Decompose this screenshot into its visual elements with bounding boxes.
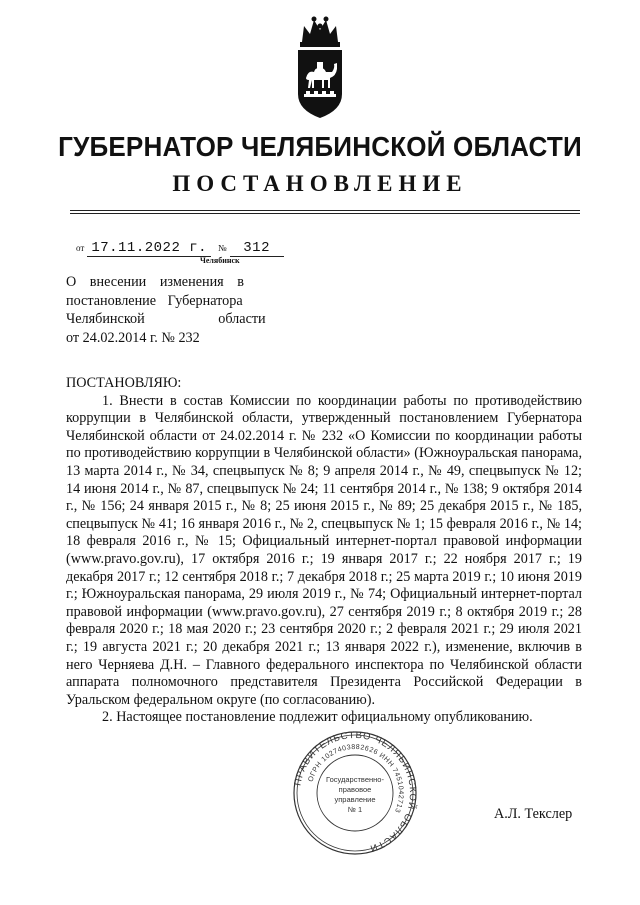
subject-line: от 24.02.2014 г. № 232 [66, 329, 200, 346]
official-stamp [292, 730, 418, 856]
governor-title: ГУБЕРНАТОР ЧЕЛЯБИНСКОЙ ОБЛАСТИ [58, 131, 582, 162]
signer-name: А.Л. Текслер [494, 806, 573, 822]
stamp-inner-line: Государственно- [326, 775, 384, 784]
stamp-outer-text: ПРАВИТЕЛЬСТВО ЧЕЛЯБИНСКОЙ ОБЛАСТИ [292, 730, 418, 854]
subject-line: Челябинской области [66, 311, 266, 327]
stamp-inner-line: управление [334, 795, 376, 804]
from-label: от [76, 243, 85, 253]
stamp-inner-line: № 1 [347, 805, 363, 814]
subject-line: постановление Губернатора [66, 292, 243, 309]
document-body [66, 375, 582, 727]
coat-of-arms-emblem [290, 12, 350, 122]
decree-word: ПОСТАНОВЛЯЮ: [66, 375, 182, 391]
document-type: ПОСТАНОВЛЕНИЕ [172, 171, 468, 196]
header-divider-top [70, 210, 580, 211]
stamp-codes-text: ОГРН 1027403882626 ИНН 7451042713 [307, 743, 405, 814]
document-number: 312 [230, 240, 284, 257]
subject-line: О внесении изменения в [66, 274, 244, 290]
document-date: 17.11.2022 г. [87, 240, 211, 257]
paragraph-2: 2. Настоящее постановление подлежит официальному опубликованию. [102, 709, 533, 726]
header-divider-bottom [70, 213, 580, 214]
document-meta [76, 240, 284, 257]
document-subject [66, 273, 266, 347]
paragraph-1: 1. Внести в состав Комиссии по координации работы по противодействию коррупции в Челябинской области, утвержденный постановлением Губернатора Челябинской области от 24.02.2014 г. № 232 «О Комиссии по координации работы по противодействию коррупции в Челябинской области» (Южноуральская панорама, 13 марта 2014 г., № 34, спецвыпуск № 8; 9 апреля 2014 г., № 49, спецвыпуск № 12; 14 июня 2014 г., № 87, спецвыпуск № 24; 11 сентября 2014 г., № 138; 9 октября 2014 г., № 156; 24 января 2015 г., № 8; 25 июня 2015 г., № 89; 25 декабря 2015 г., № 185, спецвыпуск № 41; 16 января 2016 г., № 2, спецвыпуск № 1; 15 февраля 2016 г., № 14; 18 февраля 2016 г., № 15; Официальный интернет-портал правовой информации (www.pravo.gov.ru), 17 октября 2016 г.; 19 января 2017 г.; 22 ноября 2017 г.; 19 декабря 2017 г.; 12 сентября 2018 г.; 7 декабря 2018 г.; 25 марта 2019 г.; 10 июня 2019 г.; Южноуральская панорама, 29 июля 2019 г., № 74; Официальный интернет-портал правовой информации (www.pravo.gov.ru), 27 сентября 2019 г.; 8 октября 2019 г.; 28 февраля 2020 г.; 18 мая 2020 г.; 23 сентября 2020 г.; 2 февраля 2021 г.; 29 июля 2021 г.; 19 августа 2021 г.; 20 декабря 2021 г.; 13 января 2022 г.), изменение, включив в него Черняева Д.Н. – Главного федерального инспектора по Челябинской области аппарата полномочного представителя Президента Российской Федерации в Уральском федеральном округе (по согласованию). [66, 392, 582, 708]
number-label: № [218, 243, 227, 253]
document-city: Челябинск [200, 256, 240, 265]
stamp-inner-line: правовое [338, 785, 372, 794]
